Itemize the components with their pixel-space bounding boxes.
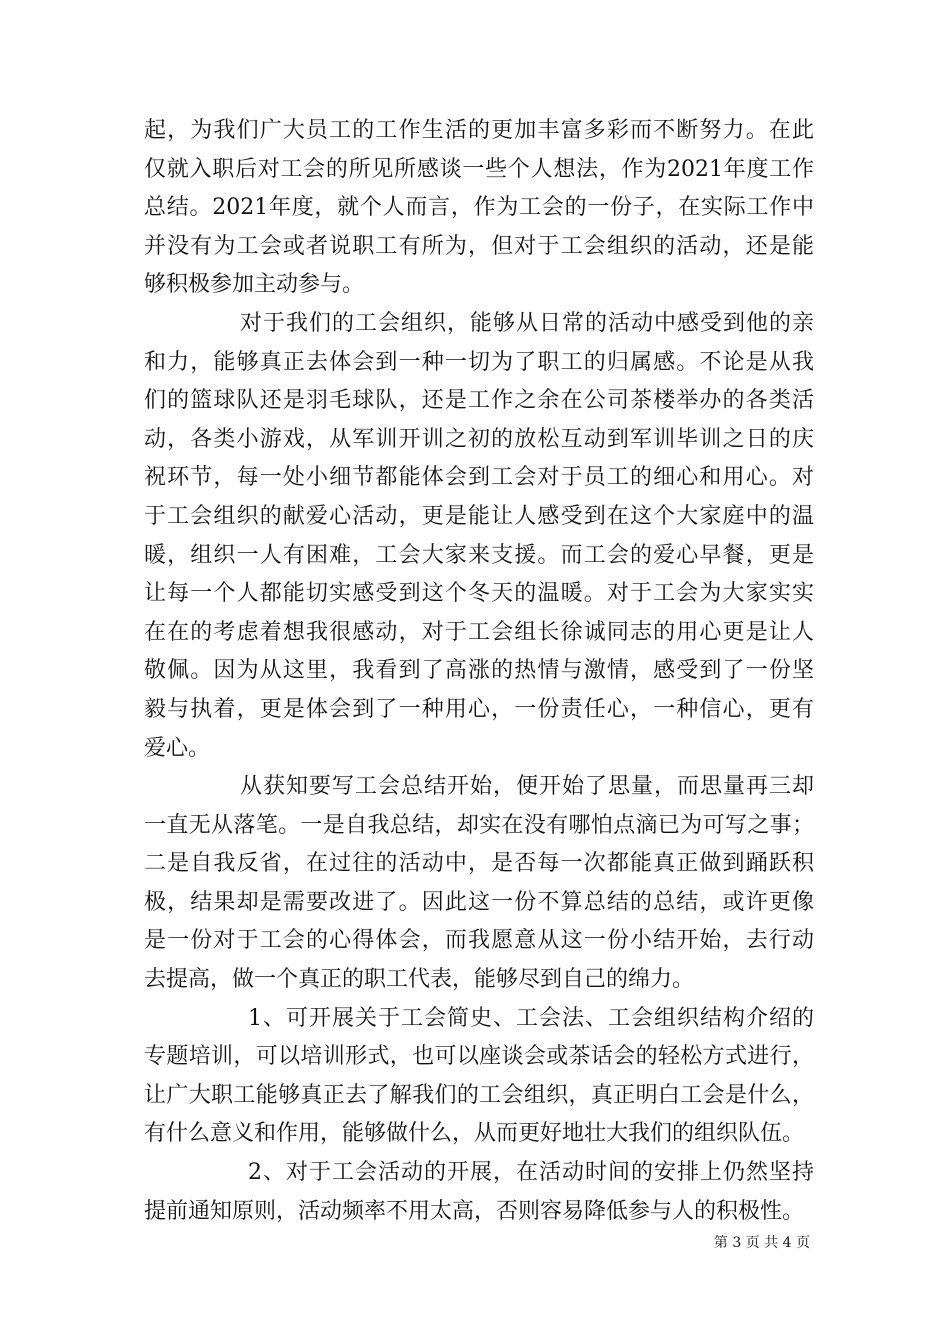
paragraph-line: 有什么意义和作用，能够做什么，从而更好地壮大我们的组织队伍。 bbox=[144, 1121, 805, 1147]
paragraph-line: 和力，能够真正去体会到一种一切为了职工的归属感。不论是从我 bbox=[144, 349, 814, 375]
paragraph-line: 总结。2021年度，就个人而言，作为工会的一份子，在实际工作中 bbox=[144, 195, 814, 221]
paragraph-line: 起，为我们广大员工的工作生活的更加丰富多彩而不断努力。在此 bbox=[144, 118, 814, 143]
paragraph-line: 仅就入职后对工会的所见所感谈一些个人想法，作为2021年度工作 bbox=[144, 156, 814, 182]
paragraph-line: 在在的考虑着想我很感动，对于工会组长徐诚同志的用心更是让人 bbox=[144, 619, 814, 645]
paragraph-line: 二是自我反省，在过往的活动中，是否每一次都能真正做到踊跃积 bbox=[144, 851, 814, 877]
paragraph-line: 暖，组织一人有困难，工会大家来支援。而工会的爱心早餐，更是 bbox=[144, 542, 814, 568]
paragraph-line: 爱心。 bbox=[144, 735, 211, 761]
paragraph-line: 一直无从落笔。一是自我总结，却实在没有哪怕点滴已为可写之事； bbox=[144, 812, 814, 838]
paragraph-line: 是一份对于工会的心得体会，而我愿意从这一份小结开始，去行动 bbox=[144, 928, 814, 954]
paragraph-line: 去提高，做一个真正的职工代表，能够尽到自己的绵力。 bbox=[144, 967, 695, 993]
paragraph-line: 们的篮球队还是羽毛球队，还是工作之余在公司茶楼举办的各类活 bbox=[144, 388, 814, 414]
paragraph-line: 让每一个人都能切实感受到这个冬天的温暖。对于工会为大家实实 bbox=[144, 581, 814, 607]
paragraph-line: 并没有为工会或者说职工有所为，但对于工会组织的活动，还是能 bbox=[144, 233, 814, 259]
paragraph-line: 动，各类小游戏，从军训开训之初的放松互动到军训毕训之日的庆 bbox=[144, 426, 814, 452]
paragraph-line: 够积极参加主动参与。 bbox=[144, 272, 365, 298]
paragraph-line: 1、可开展关于工会简史、工会法、工会组织结构介绍的 bbox=[248, 1005, 814, 1031]
paragraph-line: 毅与执着，更是体会到了一种用心，一份责任心，一种信心，更有 bbox=[144, 696, 814, 722]
paragraph-line: 敬佩。因为从这里，我看到了高涨的热情与激情，感受到了一份坚 bbox=[144, 658, 814, 684]
paragraph-line: 2、对于工会活动的开展，在活动时间的安排上仍然坚持 bbox=[248, 1160, 814, 1186]
paragraph-line: 极，结果却是需要改进了。因此这一份不算总结的总结，或许更像 bbox=[144, 889, 814, 915]
page-footer: 第 3 页 共 4 页 bbox=[713, 1235, 810, 1251]
paragraph-line: 让广大职工能够真正去了解我们的工会组织，真正明白工会是什么， bbox=[144, 1082, 814, 1108]
paragraph-line: 从获知要写工会总结开始，便开始了思量，而思量再三却 bbox=[240, 774, 814, 800]
document-body bbox=[144, 112, 814, 1231]
paragraph-line: 专题培训，可以培训形式，也可以座谈会或茶话会的轻松方式进行， bbox=[144, 1044, 814, 1070]
paragraph-line: 提前通知原则，活动频率不用太高，否则容易降低参与人的积极性。 bbox=[144, 1198, 805, 1224]
paragraph-line: 于工会组织的献爱心活动，更是能让人感受到在这个大家庭中的温 bbox=[144, 503, 814, 529]
paragraph-line: 对于我们的工会组织，能够从日常的活动中感受到他的亲 bbox=[240, 310, 814, 336]
paragraph-line: 祝环节，每一处小细节都能体会到工会对于员工的细心和用心。对 bbox=[144, 465, 814, 491]
